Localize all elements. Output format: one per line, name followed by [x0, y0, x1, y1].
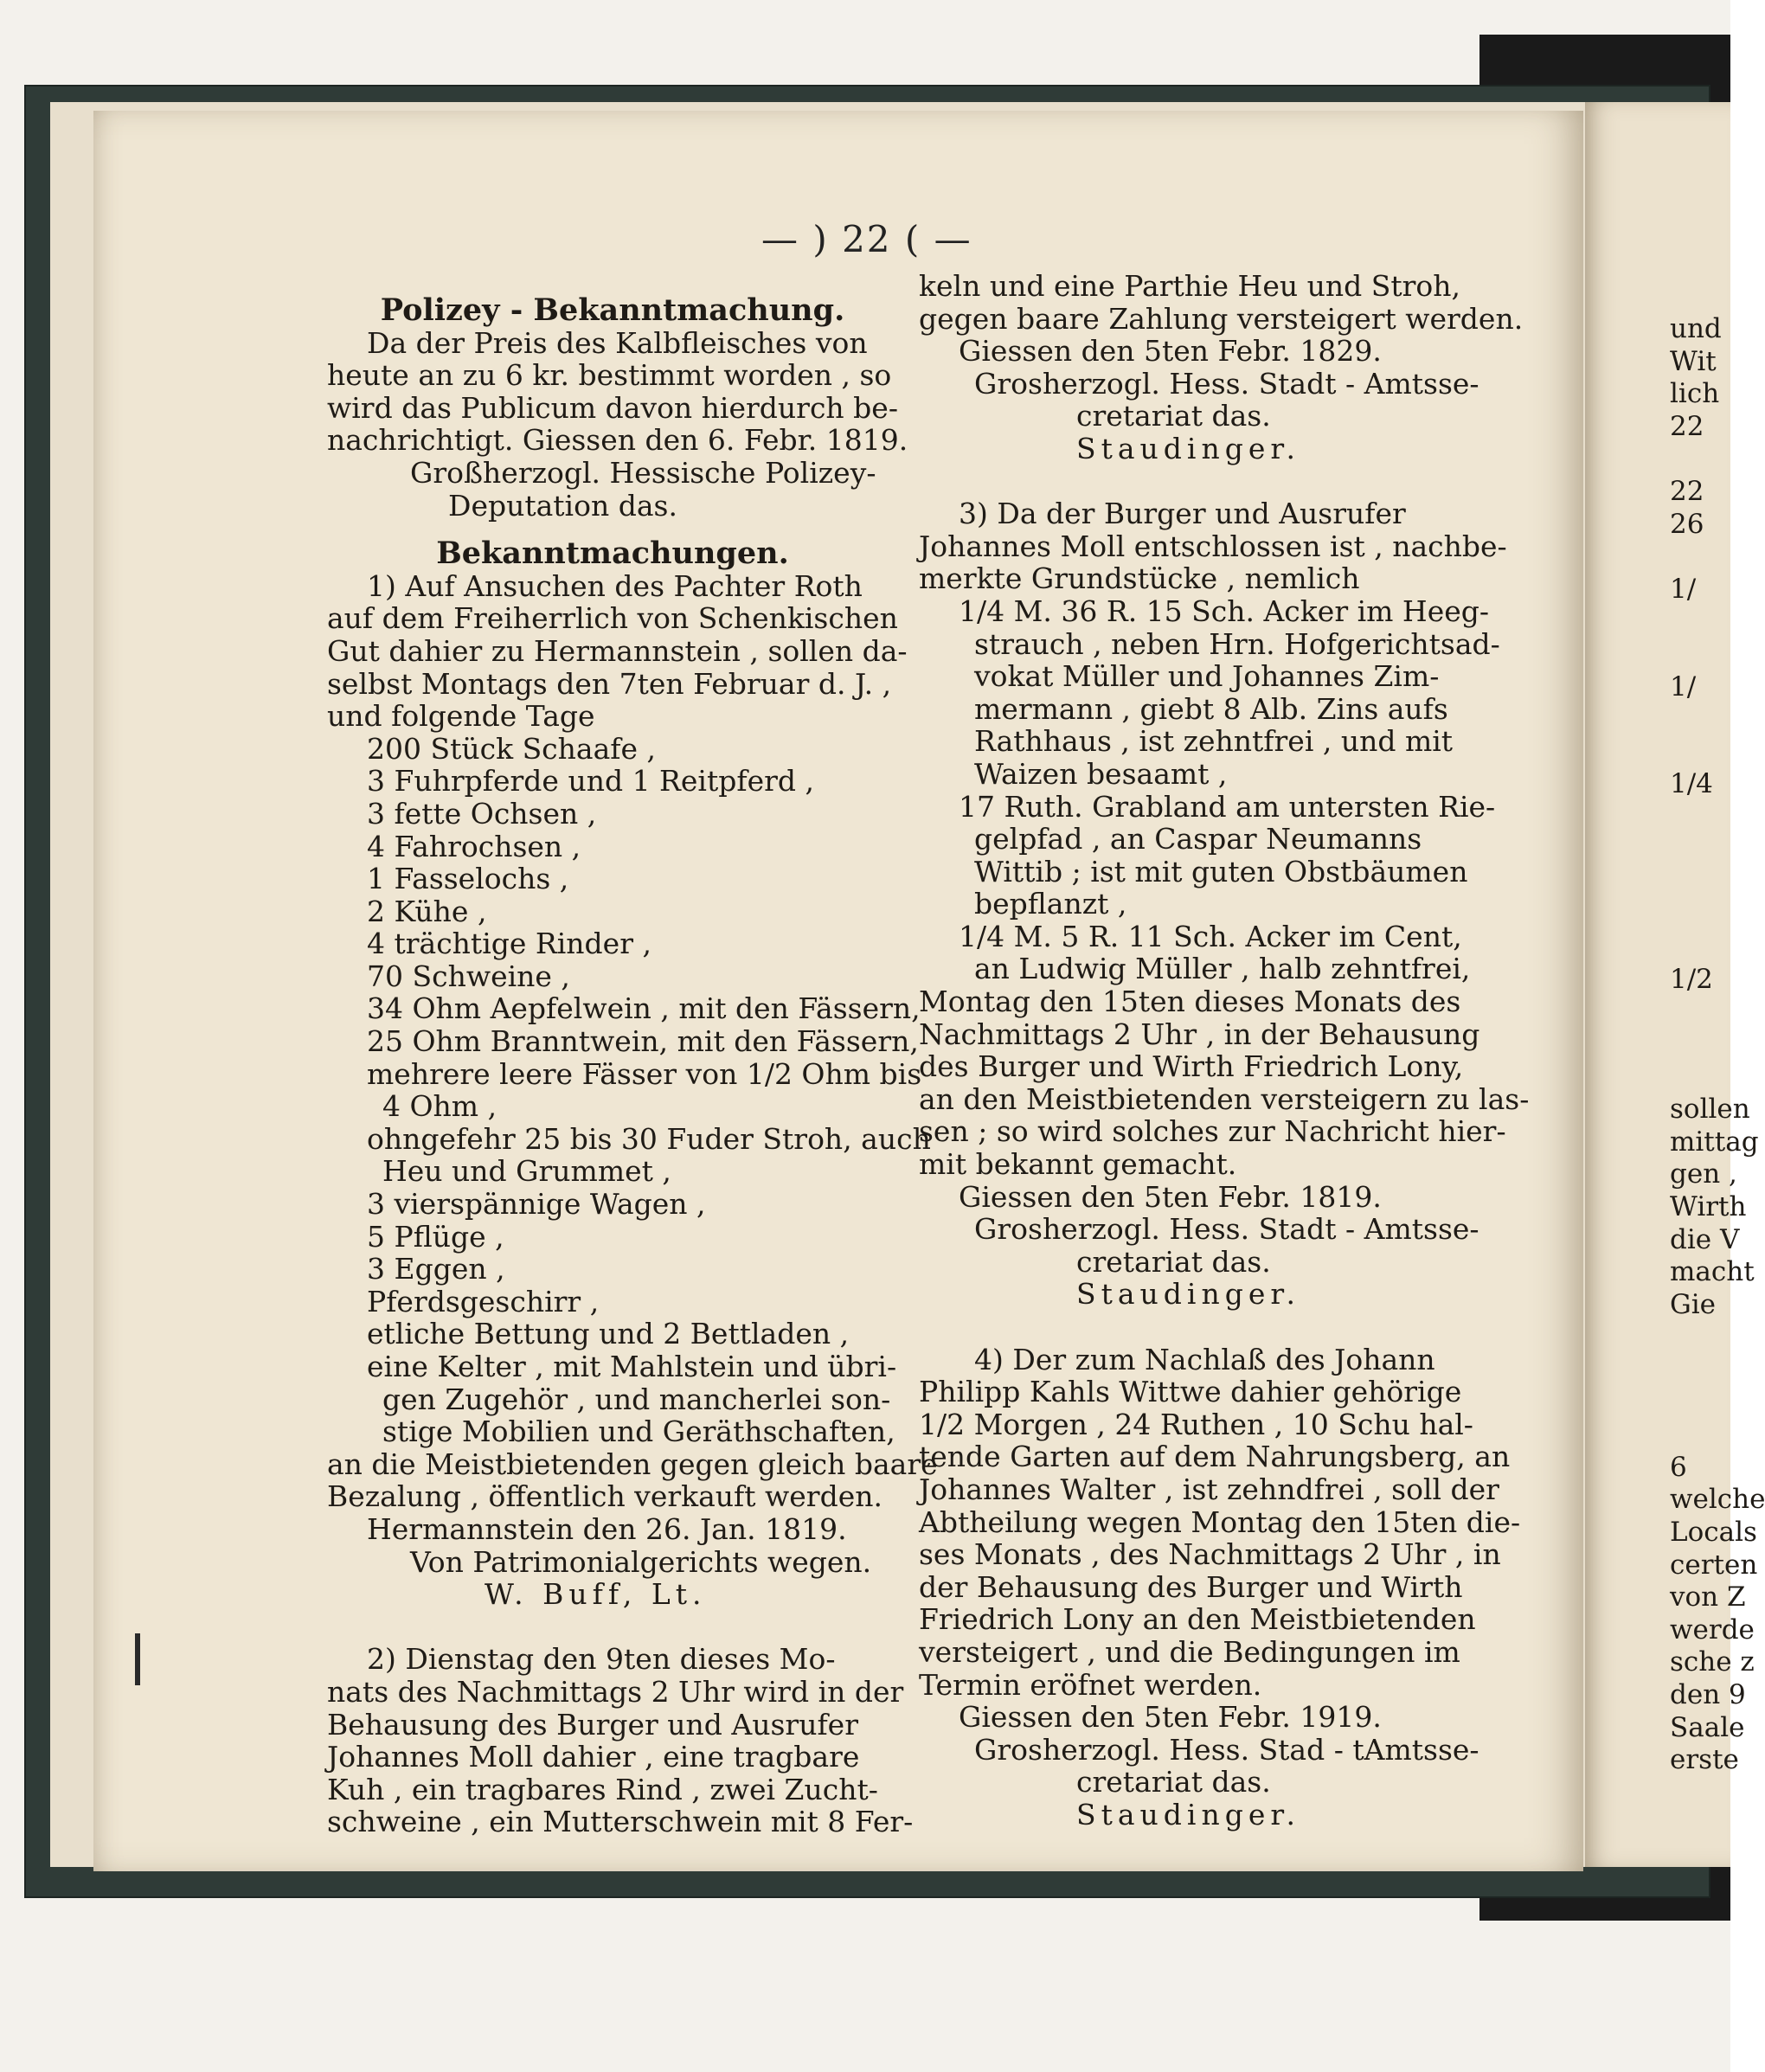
text-line: 1) Auf Ansuchen des Pachter Roth — [367, 568, 863, 603]
text-line: Abtheilung wegen Montag den 15ten die- — [919, 1504, 1521, 1539]
text-line: Johannes Moll entschlossen ist , nachbe- — [919, 529, 1507, 563]
text-line: schweine , ein Mutterschwein mit 8 Fer- — [327, 1805, 914, 1839]
text-line: Giessen den 5ten Febr. 1829. — [959, 334, 1382, 369]
margin-mark — [135, 1633, 140, 1685]
text-line: 2) Dienstag den 9ten dieses Mo- — [367, 1642, 836, 1677]
text-line: 1/4 M. 5 R. 11 Sch. Acker im Cent, — [959, 919, 1462, 953]
facing-page-fragment — [1670, 996, 1739, 1029]
text-line — [919, 1311, 1507, 1344]
text-line: nachrichtigt. Giessen den 6. Febr. 1819. — [327, 423, 908, 458]
text-line: Johannes Walter , ist zehndfrei , soll der — [919, 1472, 1499, 1506]
facing-page-fragment: certen — [1670, 1549, 1758, 1581]
text-line: Johannes Moll dahier , eine tragbare — [327, 1740, 860, 1774]
text-line: sen ; so wird solches zur Nachricht hier- — [919, 1114, 1506, 1149]
text-line: Termin eröfnet werden. — [919, 1667, 1262, 1702]
text-line: wird das Publicum davon hierdurch be- — [327, 390, 898, 425]
facing-page-fragment: die V — [1670, 1223, 1740, 1255]
text-line: ses Monats , des Nachmittags 2 Uhr , in — [919, 1537, 1501, 1572]
facing-page-fragment: werde — [1670, 1613, 1755, 1645]
facing-page-fragment: 22 — [1670, 475, 1704, 507]
text-line: cretariat das. — [1076, 1244, 1271, 1279]
text-line: 3 vierspännige Wagen , — [367, 1187, 706, 1222]
facing-page-fragment: 1/ — [1670, 573, 1697, 605]
text-line: strauch , neben Hrn. Hofgerichtsad- — [974, 626, 1500, 661]
text-line: 1 Fasselochs , — [367, 862, 569, 896]
right-column — [919, 269, 1530, 1831]
text-line: Wittib ; ist mit guten Obstbäumen — [974, 854, 1468, 888]
text-line: keln und eine Parthie Heu und Stroh, — [919, 269, 1460, 303]
text-line: Behausung des Burger und Ausrufer — [327, 1707, 858, 1742]
text-line: nats des Nachmittags 2 Uhr wird in der — [327, 1674, 904, 1709]
facing-page-fragment: 1/4 — [1670, 768, 1713, 800]
text-line: Kuh , ein tragbares Rind , zwei Zucht- — [327, 1772, 878, 1806]
text-line: merkte Grundstücke , nemlich — [919, 561, 1360, 596]
text-line: bepflanzt , — [974, 887, 1127, 921]
facing-page-fragment — [1670, 443, 1739, 476]
text-line: Staudinger. — [1076, 1277, 1301, 1312]
text-line: 25 Ohm Branntwein, mit den Fässern, — [367, 1024, 919, 1059]
facing-page-text — [1670, 313, 1765, 1777]
text-line: und folgende Tage — [327, 699, 595, 734]
text-line: 5 Pflüge , — [367, 1219, 504, 1254]
text-line: versteigert , und die Bedingungen im — [919, 1634, 1460, 1669]
text-line: Giessen den 5ten Febr. 1819. — [959, 1179, 1382, 1214]
text-line: Friedrich Lony an den Meistbietenden — [919, 1602, 1476, 1637]
text-line: Grosherzogl. Hess. Stad - tAmtsse- — [974, 1732, 1479, 1767]
text-line: gen Zugehör , und mancherlei son- — [382, 1382, 891, 1416]
facing-page-fragment: sollen — [1670, 1094, 1750, 1126]
text-line: an Ludwig Müller , halb zehntfrei, — [974, 952, 1471, 986]
facing-page-fragment: 1/2 — [1670, 963, 1713, 995]
text-line: 70 Schweine , — [367, 959, 570, 993]
text-line: gelpfad , an Caspar Neumanns — [974, 822, 1422, 856]
facing-page-fragment: 6 — [1670, 1451, 1687, 1483]
text-line: mehrere leere Fässer von 1/2 Ohm bis — [367, 1056, 922, 1091]
text-line: Staudinger. — [1076, 431, 1301, 465]
text-line: gegen baare Zahlung versteigert werden. — [919, 301, 1524, 336]
facing-page-fragment: Wirth — [1670, 1191, 1747, 1223]
text-line: 1/4 M. 36 R. 15 Sch. Acker im Heeg- — [959, 593, 1490, 628]
text-line: stige Mobilien und Geräthschaften, — [382, 1414, 895, 1449]
text-line: ohngefehr 25 bis 30 Fuder Stroh, auch — [367, 1121, 931, 1156]
text-line: Staudinger. — [1076, 1797, 1301, 1831]
text-line: 4) Der zum Nachlaß des Johann — [974, 1342, 1435, 1376]
text-line: selbst Montags den 7ten Februar d. J. , — [327, 666, 892, 701]
text-line: cretariat das. — [1076, 1765, 1271, 1799]
text-line: der Behausung des Burger und Wirth — [919, 1569, 1463, 1604]
text-line: Gut dahier zu Hermannstein , sollen da- — [327, 633, 908, 668]
text-line: Nachmittags 2 Uhr , in der Behausung — [919, 1017, 1480, 1051]
facing-page-fragment — [1670, 866, 1739, 899]
text-line: 4 Ohm , — [382, 1089, 497, 1124]
facing-page-fragment — [1670, 1029, 1739, 1062]
facing-page-fragment — [1670, 899, 1739, 932]
text-line: Großherzogl. Hessische Polizey- — [410, 455, 876, 490]
facing-page-fragment: macht — [1670, 1256, 1755, 1288]
text-line: 4 trächtige Rinder , — [367, 927, 651, 961]
facing-page-fragment — [1670, 834, 1739, 867]
text-line: an die Meistbietenden gegen gleich baare — [327, 1447, 938, 1481]
text-line: W. Buff, Lt. — [485, 1577, 707, 1612]
text-line: 1/2 Morgen , 24 Ruthen , 10 Schu hal- — [919, 1407, 1473, 1441]
text-line: etliche Bettung und 2 Bettladen , — [367, 1317, 850, 1351]
facing-page-fragment — [1670, 931, 1739, 964]
text-line: 3 fette Ochsen , — [367, 796, 597, 831]
facing-page-fragment: mittag — [1670, 1126, 1759, 1158]
text-line: Giessen den 5ten Febr. 1919. — [959, 1700, 1382, 1735]
text-line: Heu und Grummet , — [382, 1154, 671, 1189]
facing-page-fragment — [1670, 1062, 1739, 1094]
text-line: an den Meistbietenden versteigern zu las- — [919, 1081, 1530, 1116]
text-line: Rathhaus , ist zehntfrei , und mit — [974, 724, 1454, 759]
text-line: 17 Ruth. Grabland am untersten Rie- — [959, 789, 1496, 824]
facing-page-fragment — [1670, 801, 1739, 834]
text-line: tende Garten auf dem Nahrungsberg, an — [919, 1440, 1511, 1474]
text-line: Hermannstein den 26. Jan. 1819. — [367, 1511, 847, 1546]
facing-page-fragment: erste — [1670, 1744, 1739, 1776]
text-line: cretariat das. — [1076, 399, 1271, 433]
facing-page-fragment — [1670, 1387, 1739, 1420]
section-heading: Polizey - Bekanntmachung. — [380, 292, 845, 328]
text-line — [919, 465, 1507, 498]
facing-page-fragment: 1/ — [1670, 670, 1697, 702]
text-line: Grosherzogl. Hess. Stadt - Amtsse- — [974, 1212, 1479, 1247]
facing-page-fragment: welche — [1670, 1484, 1765, 1516]
facing-page-fragment: Wit — [1670, 345, 1717, 377]
text-line: Deputation das. — [448, 488, 677, 523]
left-column — [327, 292, 938, 1839]
text-line: 3 Fuhrpferde und 1 Reitpferd , — [367, 764, 814, 799]
text-line: Bezalung , öffentlich verkauft werden. — [327, 1479, 882, 1514]
text-line: 3) Da der Burger und Ausrufer — [959, 497, 1406, 531]
facing-page-fragment — [1670, 736, 1739, 769]
facing-page-fragment: sche z — [1670, 1646, 1755, 1678]
facing-page-fragment: von Z — [1670, 1581, 1746, 1613]
facing-page-fragment: 22 — [1670, 410, 1704, 442]
page-number: — ) 22 ( — — [761, 218, 972, 260]
facing-page-fragment — [1670, 703, 1739, 736]
text-line: des Burger und Wirth Friedrich Lony, — [919, 1049, 1464, 1084]
text-line: Von Patrimonialgerichts wegen. — [410, 1544, 872, 1579]
section-heading: Bekanntmachungen. — [436, 536, 789, 572]
facing-page-fragment: Saale — [1670, 1711, 1745, 1743]
text-line: 2 Kühe , — [367, 894, 487, 928]
facing-page-fragment — [1670, 638, 1739, 671]
text-line: vokat Müller und Johannes Zim- — [974, 659, 1440, 694]
facing-page-fragment: 26 — [1670, 508, 1704, 540]
facing-page-fragment — [1670, 541, 1739, 574]
text-line — [327, 1611, 898, 1644]
facing-page-fragment: lich — [1670, 378, 1720, 410]
facing-page-fragment: den 9 — [1670, 1678, 1746, 1710]
facing-page-fragment: Gie — [1670, 1288, 1717, 1320]
text-line: Philipp Kahls Wittwe dahier gehörige — [919, 1375, 1462, 1409]
facing-page-fragment — [1670, 1354, 1739, 1387]
text-line: eine Kelter , mit Mahlstein und übri- — [367, 1350, 897, 1383]
text-line: Waizen besaamt , — [974, 756, 1228, 791]
text-line: Montag den 15ten dieses Monats des — [919, 985, 1461, 1019]
text-line: Grosherzogl. Hess. Stadt - Amtsse- — [974, 366, 1479, 401]
text-line: 4 Fahrochsen , — [367, 829, 581, 863]
facing-page-fragment: gen , — [1670, 1158, 1737, 1190]
text-line: Da der Preis des Kalbfleisches von — [367, 325, 868, 360]
facing-page-fragment: und — [1670, 313, 1722, 344]
text-line: mit bekannt gemacht. — [919, 1147, 1237, 1182]
text-line: Pferdsgeschirr , — [367, 1284, 600, 1318]
text-line: mermann , giebt 8 Alb. Zins aufs — [974, 691, 1448, 726]
facing-page-fragment — [1670, 1419, 1739, 1452]
text-line: 34 Ohm Aepfelwein , mit den Fässern, — [367, 991, 921, 1026]
facing-page-fragment — [1670, 606, 1739, 638]
text-line: 200 Stück Schaafe , — [367, 731, 656, 766]
text-line: auf dem Freiherrlich von Schenkischen — [327, 601, 898, 636]
facing-page-fragment — [1670, 1321, 1739, 1354]
facing-page-fragment: Locals — [1670, 1516, 1757, 1548]
text-line: heute an zu 6 kr. bestimmt worden , so — [327, 358, 892, 393]
text-line: 3 Eggen , — [367, 1252, 505, 1286]
